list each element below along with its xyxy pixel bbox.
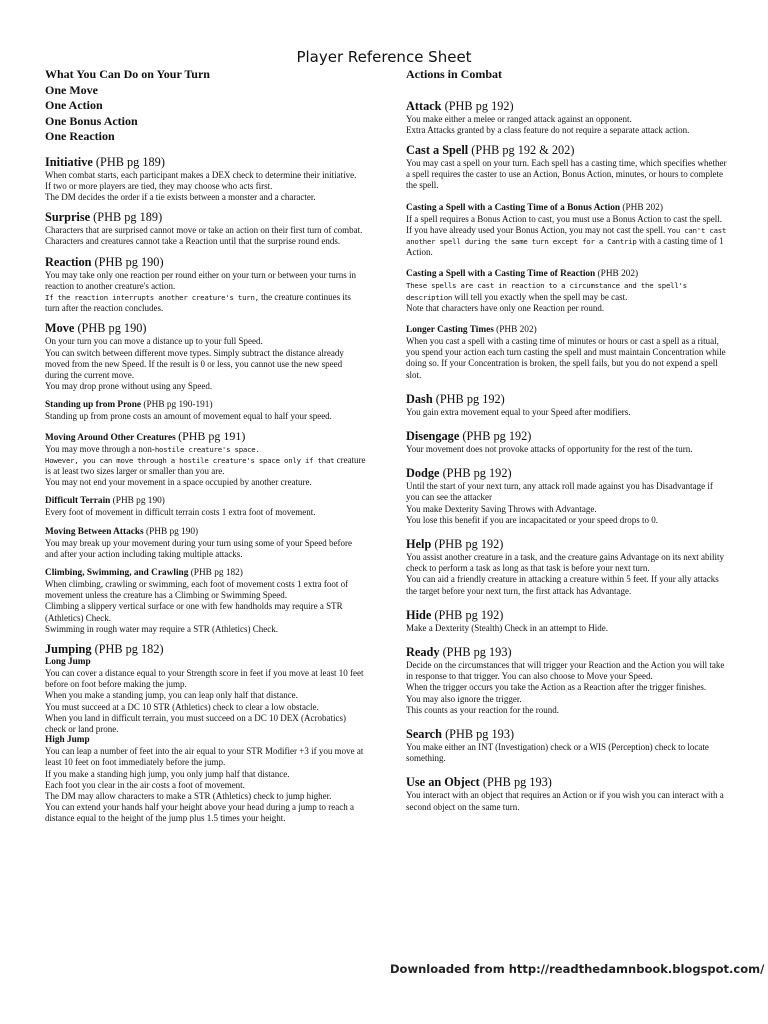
section-dodge xyxy=(406,466,728,526)
section-body: You may take only one reaction per round either on your turn or between your turns in reaction to another creature's action. If the reaction interrupts another creature's turn, the creature continues its turn after the reaction concludes. xyxy=(45,269,357,314)
handwritten-note: However, you can move through a hostile creature's space only if that xyxy=(45,455,335,465)
section-body: Characters that are surprised cannot move or take an action on their first turn of combat. Characters and creatures cannot take a Reaction until that the surprise round ends. xyxy=(45,225,363,247)
section-moving-around xyxy=(45,430,367,489)
turn-item-reaction: One Reaction xyxy=(45,129,115,143)
section-heading: Moving Between Attacks (PHB pg 190) xyxy=(45,526,199,537)
right-column xyxy=(406,67,728,813)
section-heading: Casting a Spell with a Casting Time of a Bonus Action (PHB 202) xyxy=(406,202,663,213)
section-heading: Climbing, Swimming, and Crawling (PHB pg 182) xyxy=(45,567,243,578)
footer-download-link[interactable]: Downloaded from http://readthedamnbook.blogspot.com/ xyxy=(390,962,765,976)
section-difficult-terrain xyxy=(45,495,367,518)
section-heading: Move (PHB pg 190) xyxy=(45,321,147,336)
section-body: Until the start of your next turn, any attack roll made against you has Disadvantage if you can see the attacker You make Dexterity Saving Throws with Advantage. You lose this benefit if you are incapacitated or your speed drops to 0. xyxy=(406,481,713,525)
section-search xyxy=(406,727,728,764)
section-body: When you cast a spell with a casting time of minutes or hours or cast a spell as a ritual, you spend your action each turn casting the spell and must maintain Concentration while doing so. If your Concentration is broken, the spell fails, but you do not expend a spell slot. xyxy=(406,335,726,380)
section-heading: Ready (PHB pg 193) xyxy=(406,644,512,659)
turn-item-move: One Move xyxy=(45,82,98,97)
section-body: On your turn you can move a distance up to your full Speed. You can switch between different move types. Simply subtract the distance already moved from the new Speed. If the result is 0 or less, you cannot use the new speed during the current move. You may drop prone without using any Speed. xyxy=(45,336,344,392)
handwritten-note: These spells are cast in reaction to a circumstance and the spell's description xyxy=(406,281,687,302)
turn-summary xyxy=(45,67,367,145)
section-heading: Dash (PHB pg 192) xyxy=(406,391,505,406)
section-body: If a spell requires a Bonus Action to cast, you must use a Bonus Action to cast the spell. If you have already used your Bonus Action, you may not cast the spell. You can't cast another spell during the same turn except for a Cantrip with a casting time of 1 Action. xyxy=(406,213,727,258)
section-standing-up xyxy=(45,399,367,422)
section-body: You make either a melee or ranged attack against an opponent. Extra Attacks granted by a class feature do not require a separate attack action. xyxy=(406,113,690,135)
long-jump-heading: Long Jump xyxy=(45,656,91,667)
section-body: Standing up from prone costs an amount of movement equal to half your speed. xyxy=(45,411,332,422)
section-heading: Use an Object (PHB pg 193) xyxy=(406,775,552,790)
section-moving-between-attacks xyxy=(45,526,367,560)
turn-heading: What You Can Do on Your Turn xyxy=(45,67,210,81)
section-heading: Surprise (PHB pg 189) xyxy=(45,210,163,225)
section-heading: Initiative (PHB pg 189) xyxy=(45,154,165,169)
section-hide xyxy=(406,608,728,634)
left-column xyxy=(45,67,367,825)
section-move xyxy=(45,321,367,392)
section-body: Decide on the circumstances that will trigger your Reaction and the Action you will take in response to that trigger. You can also choose to Move your Speed. When the trigger occurs you take the Action as a Reaction after the trigger finishes. You may also ignore the trigger. This counts as your reaction for the round. xyxy=(406,659,725,715)
section-cast-a-spell xyxy=(406,143,728,192)
section-heading: Hide (PHB pg 192) xyxy=(406,607,504,622)
section-body: Long Jump You can cover a distance equal to your Strength score in feet if you move at least 10 feet before on foot before making the jump. When you make a standing jump, you can leap only half that distance. You must succeed at a DC 10 STR (Athletics) check to clear a low obstacle. When you land in difficult terrain, you must succeed on a DC 10 DEX (Acrobatics) check or land prone. High Jump You can leap a number of feet into the air equal to your STR Modifier +3 if you move at least 10 feet on foot immediately before the jump. If you make a standing high jump, you only jump half that distance. Each foot you clear in the air costs a foot of movement. The DM may allow characters to make a STR (Athletics) check to jump higher. You can extend your hands half your height above your head during a jump to reach a distance equal to the height of the jump plus 1.5 times your height. xyxy=(45,657,367,825)
section-heading: Reaction (PHB pg 190) xyxy=(45,254,164,269)
section-use-an-object xyxy=(406,775,728,812)
section-bonus-action-casting xyxy=(406,202,728,259)
section-dash xyxy=(406,392,728,418)
section-ready xyxy=(406,645,728,716)
section-body: You assist another creature in a task, and the creature gains Advantage on its next ability check to perform a task as long as that task is before your next turn. You can aid a friendly creature in attacking a creature within 5 feet. If your ally attacks the target before your next turn, the first attack has Advantage. xyxy=(406,551,724,596)
section-heading: Cast a Spell (PHB pg 192 & 202) xyxy=(406,142,575,157)
section-disengage xyxy=(406,429,728,455)
section-jumping xyxy=(45,642,367,825)
section-heading: Difficult Terrain (PHB pg 190) xyxy=(45,496,165,507)
section-body: Your movement does not provoke attacks of opportunity for the rest of the turn. xyxy=(406,443,693,454)
section-body: You may move through a non-hostile creature's space. However, you can move through a hostile creature's space only if that creature is at least two sizes larger or smaller than you are. You may not end your movement in a space occupied by another creature. xyxy=(45,443,366,488)
handwritten-note: hostile creature's space. xyxy=(154,444,260,454)
turn-item-bonus-action: One Bonus Action xyxy=(45,113,138,128)
section-heading: Standing up from Prone (PHB pg 190-191) xyxy=(45,400,213,411)
section-body: You may cast a spell on your turn. Each spell has a casting time, which specifies whether a spell requires the caster to use an Action, Bonus Action, minutes, or hours to complete the spell. xyxy=(406,157,727,191)
handwritten-note: If the reaction interrupts another creature's turn, xyxy=(45,292,259,302)
section-body: You make either an INT (Investigation) check or a WIS (Perception) check to locate something. xyxy=(406,742,709,764)
section-heading: Disengage (PHB pg 192) xyxy=(406,428,532,443)
section-body: These spells are cast in reaction to a circumstance and the spell's description will tell you exactly when the spell may be cast. Note that characters have only one Reaction per round. xyxy=(406,281,687,313)
section-heading: Moving Around Other Creatures (PHB pg 191) xyxy=(45,428,246,443)
handwritten-note: You can't cast another spell during the same turn except for a Cantrip xyxy=(406,225,727,246)
section-help xyxy=(406,537,728,597)
section-body: You interact with an object that requires an Action or if you wish you can interact with a second object on the same turn. xyxy=(406,790,724,812)
section-body: When combat starts, each participant makes a DEX check to determine their initiative. If two or more players are tied, they may choose who acts first. The DM decides the order if a tie exists between a monster and a character. xyxy=(45,169,357,202)
page-title: Player Reference Sheet xyxy=(296,48,472,66)
section-climbing xyxy=(45,567,367,635)
section-initiative xyxy=(45,155,367,204)
section-attack xyxy=(406,99,728,136)
section-heading: Search (PHB pg 193) xyxy=(406,727,515,741)
section-heading: Attack (PHB pg 192) xyxy=(406,98,514,113)
section-reaction-casting xyxy=(406,268,728,314)
section-body: When climbing, crawling or swimming, each foot of movement costs 1 extra foot of movement unless the creature has a Climbing or Swimming Speed. Climbing a slippery vertical surface or one with few handholds may require a STR (Athletics) Check. Swimming in rough water may require a STR (Athletics) Check. xyxy=(45,578,349,634)
section-surprise xyxy=(45,210,367,247)
section-body: You gain extra movement equal to your Speed after modifiers. xyxy=(406,406,631,417)
actions-heading: Actions in Combat xyxy=(406,67,503,81)
section-body: You may break up your movement during your turn using some of your Speed before and after your action including taking multiple attacks. xyxy=(45,537,353,559)
section-heading: Casting a Spell with a Casting Time of Reaction (PHB 202) xyxy=(406,269,639,280)
section-heading: Dodge (PHB pg 192) xyxy=(406,466,512,481)
section-body: Every foot of movement in difficult terrain costs 1 extra foot of movement. xyxy=(45,507,316,518)
section-body: Make a Dexterity (Stealth) Check in an attempt to Hide. xyxy=(406,622,608,633)
section-longer-casting xyxy=(406,324,728,381)
high-jump-heading: High Jump xyxy=(45,735,90,746)
section-heading: Help (PHB pg 192) xyxy=(406,536,504,551)
section-heading: Longer Casting Times (PHB 202) xyxy=(406,324,537,335)
section-heading: Jumping (PHB pg 182) xyxy=(45,641,164,656)
section-reaction xyxy=(45,255,367,315)
turn-item-action: One Action xyxy=(45,98,103,112)
actions-heading-wrap xyxy=(406,67,728,83)
